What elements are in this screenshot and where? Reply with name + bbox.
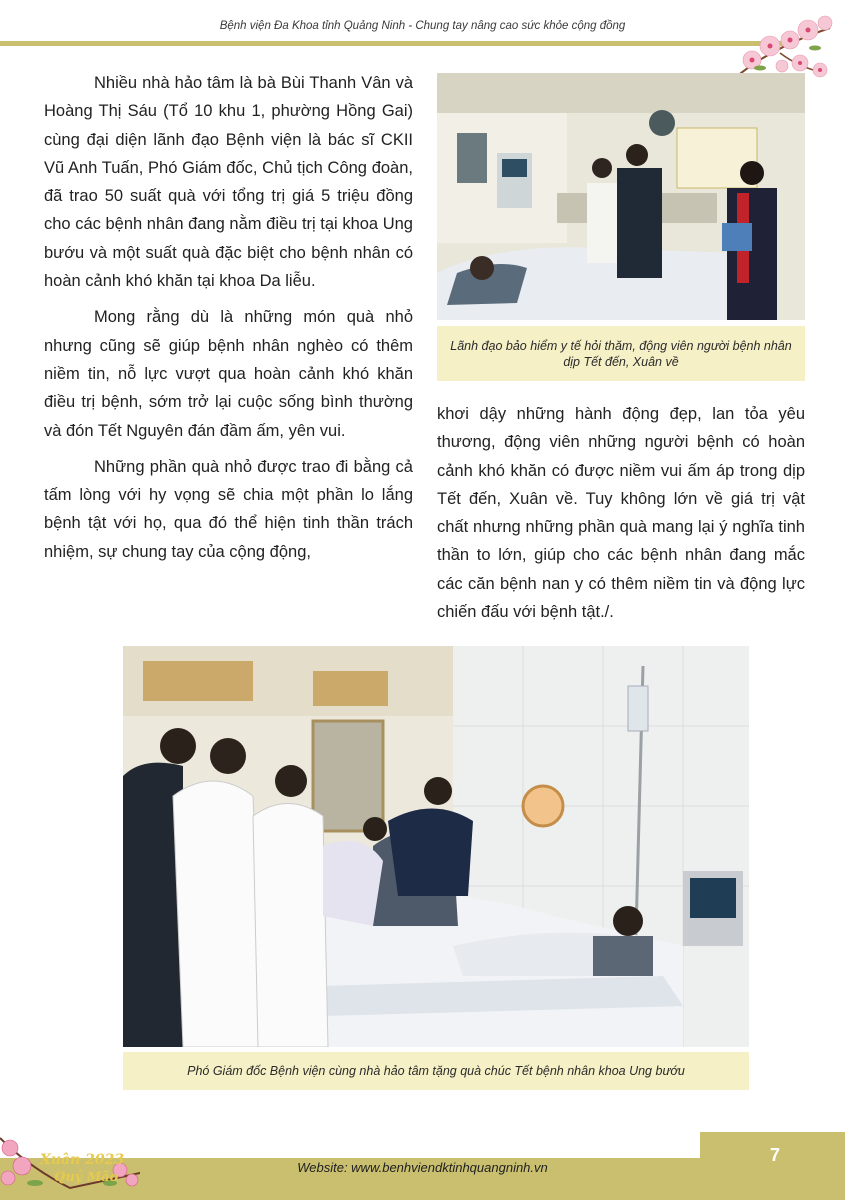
logo-sub-text: Quý Mão <box>54 1170 119 1185</box>
hospital-visit-photo <box>437 73 805 320</box>
photo-caption: Phó Giám đốc Bệnh viện cùng nhà hảo tâm tặng quà chúc Tết bệnh nhân khoa Ung bướu <box>123 1052 749 1090</box>
article-right-column <box>437 400 805 634</box>
running-header: Bệnh viện Đa Khoa tỉnh Quảng Ninh - Chung tay nâng cao sức khỏe cộng đồng <box>219 20 626 32</box>
header-rule <box>0 41 790 46</box>
gift-giving-photo <box>123 646 749 1047</box>
paragraph: Những phần quà nhỏ được trao đi bằng cả tấm lòng với hy vọng sẽ chia một phần lo lắng bệnh tật với họ, qua đó thể hiện tinh thần trách nhiệm, sự chung tay của cộng động, <box>44 457 413 561</box>
photo-caption: Lãnh đạo bảo hiểm y tế hỏi thăm, động viên người bệnh nhân dịp Tết đến, Xuân về <box>437 326 805 381</box>
paragraph: Mong rằng dù là những món quà nhỏ nhưng cũng sẽ giúp bệnh nhân nghèo có thêm niềm tin, nỗ lực vượt qua hoàn cảnh khó khăn điều trị bệnh, sớm trở lại cuộc sống bình thường và đón Tết Nguyên đán đầm ấm, yên vui. <box>44 308 413 440</box>
logo-year-text: Xuân 2023 <box>40 1152 125 1168</box>
article-left-column <box>44 69 413 574</box>
footer-website: Website: www.benhviendktinhquangninh.vn <box>297 1160 548 1175</box>
paragraph: khơi dậy những hành động đẹp, lan tỏa yêu thương, động viên những người bệnh có hoàn cảnh khó khăn có được niềm vui ấm áp trong dịp Tết đến, Xuân về. Tuy không lớn về giá trị vật chất nhưng những phần quà mang lại ý nghĩa tinh thần to lớn, giúp cho các bệnh nhân đang mắc các căn bệnh nan y có thêm niềm tin và động lực chiến đấu với bệnh tật./. <box>437 405 805 622</box>
paragraph: Nhiều nhà hảo tâm là bà Bùi Thanh Vân và Hoàng Thị Sáu (Tổ 10 khu 1, phường Hồng Gai) cùng đại diện lãnh đạo Bệnh viện là bác sĩ CKII Vũ Anh Tuấn, Phó Giám đốc, Chủ tịch Công đoàn, đã trao 50 suất quà với tổng trị giá 5 triệu đồng cho các bệnh nhân đang nằm điều trị tại khoa Ung bướu và một suất quà đặc biệt cho bệnh nhân có hoàn cảnh khó khăn tại khoa Da liễu. <box>44 74 413 291</box>
page-number: 7 <box>769 1145 780 1165</box>
